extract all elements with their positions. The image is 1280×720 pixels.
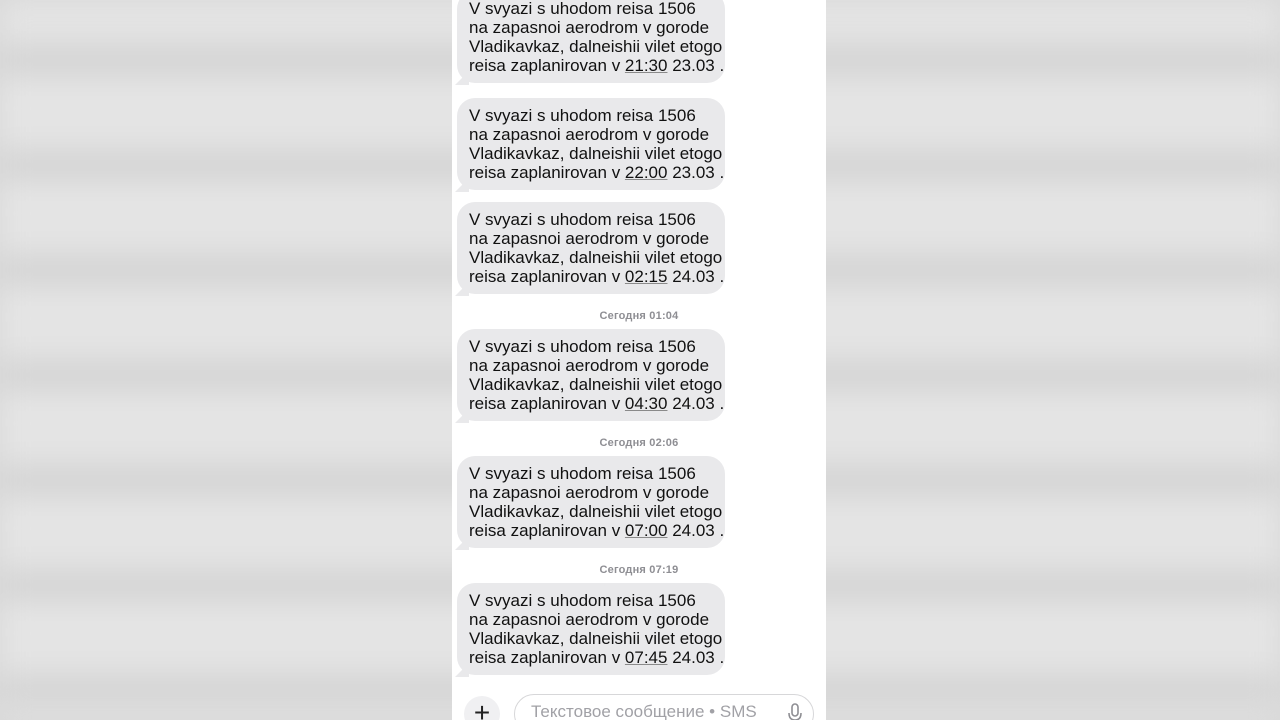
message-line: reisa zaplanirovan v (469, 394, 625, 413)
message-last-line (469, 163, 725, 182)
message-line: V svyazi s uhodom reisa 1506 (469, 0, 696, 18)
message-line: Vladikavkaz, dalneishii vilet etogo (469, 375, 723, 394)
message-line: V svyazi s uhodom reisa 1506 (469, 106, 696, 125)
message-bubble[interactable] (457, 98, 725, 190)
time-link[interactable]: 07:45 (624, 648, 668, 667)
message-line: Vladikavkaz, dalneishii vilet etogo (469, 144, 723, 163)
time-link[interactable]: 07:00 (624, 521, 668, 540)
message-end: . (714, 56, 725, 75)
date-text: 24.03 (672, 648, 715, 667)
message-end: . (714, 394, 725, 413)
message-end: . (714, 648, 725, 667)
message-line: na zapasnoi aerodrom v gorode (469, 125, 710, 144)
message-line: na zapasnoi aerodrom v gorode (469, 18, 710, 37)
message-line: reisa zaplanirovan v (469, 521, 625, 540)
bubble-tail (455, 409, 469, 423)
message-line: Vladikavkaz, dalneishii vilet etogo (469, 37, 723, 56)
timestamp: Сегодня 01:04 (599, 310, 679, 322)
message-bubble[interactable] (457, 456, 725, 548)
time-link[interactable]: 21:30 (624, 56, 668, 75)
date-text: 23.03 (672, 56, 715, 75)
bubble-tail (455, 536, 469, 550)
message-line: na zapasnoi aerodrom v gorode (469, 610, 710, 629)
message-last-line (469, 521, 725, 540)
message-input[interactable] (529, 701, 783, 720)
message-field[interactable] (514, 694, 814, 720)
message-end: . (714, 267, 725, 286)
timestamp: Сегодня 02:06 (599, 437, 679, 449)
message-line: reisa zaplanirovan v (469, 163, 625, 182)
message-bubble[interactable] (457, 0, 725, 83)
time-link[interactable]: 04:30 (624, 394, 668, 413)
date-text: 24.03 (672, 394, 715, 413)
message-line: na zapasnoi aerodrom v gorode (469, 356, 710, 375)
message-line: V svyazi s uhodom reisa 1506 (469, 464, 696, 483)
message-line: V svyazi s uhodom reisa 1506 (469, 337, 696, 356)
timestamp: Сегодня 07:19 (599, 564, 679, 576)
bubble-tail (455, 71, 469, 85)
plus-icon[interactable]: + (464, 696, 500, 720)
message-line: na zapasnoi aerodrom v gorode (469, 229, 710, 248)
message-bubble[interactable] (457, 202, 725, 294)
date-text: 24.03 (672, 267, 715, 286)
message-line: reisa zaplanirovan v (469, 648, 625, 667)
message-line: V svyazi s uhodom reisa 1506 (469, 591, 696, 610)
bubble-tail (455, 282, 469, 296)
bubble-tail (455, 663, 469, 677)
time-link[interactable]: 22:00 (624, 163, 668, 182)
message-last-line (469, 267, 725, 286)
bubble-tail (455, 178, 469, 192)
message-line: reisa zaplanirovan v (469, 56, 625, 75)
message-last-line (469, 394, 725, 413)
message-line: na zapasnoi aerodrom v gorode (469, 483, 710, 502)
message-bubble[interactable] (457, 329, 725, 421)
message-line: reisa zaplanirovan v (469, 267, 625, 286)
messages-screen (452, 0, 826, 720)
microphone-icon[interactable] (787, 703, 803, 720)
date-text: 24.03 (672, 521, 715, 540)
message-line: Vladikavkaz, dalneishii vilet etogo (469, 629, 723, 648)
time-link[interactable]: 02:15 (624, 267, 668, 286)
message-end: . (714, 521, 725, 540)
message-composer (452, 690, 826, 720)
message-line: Vladikavkaz, dalneishii vilet etogo (469, 502, 723, 521)
message-last-line (469, 648, 725, 667)
message-line: V svyazi s uhodom reisa 1506 (469, 210, 696, 229)
message-last-line (469, 56, 725, 75)
date-text: 23.03 (672, 163, 715, 182)
message-line: Vladikavkaz, dalneishii vilet etogo (469, 248, 723, 267)
message-end: . (714, 163, 725, 182)
message-bubble[interactable] (457, 583, 725, 675)
